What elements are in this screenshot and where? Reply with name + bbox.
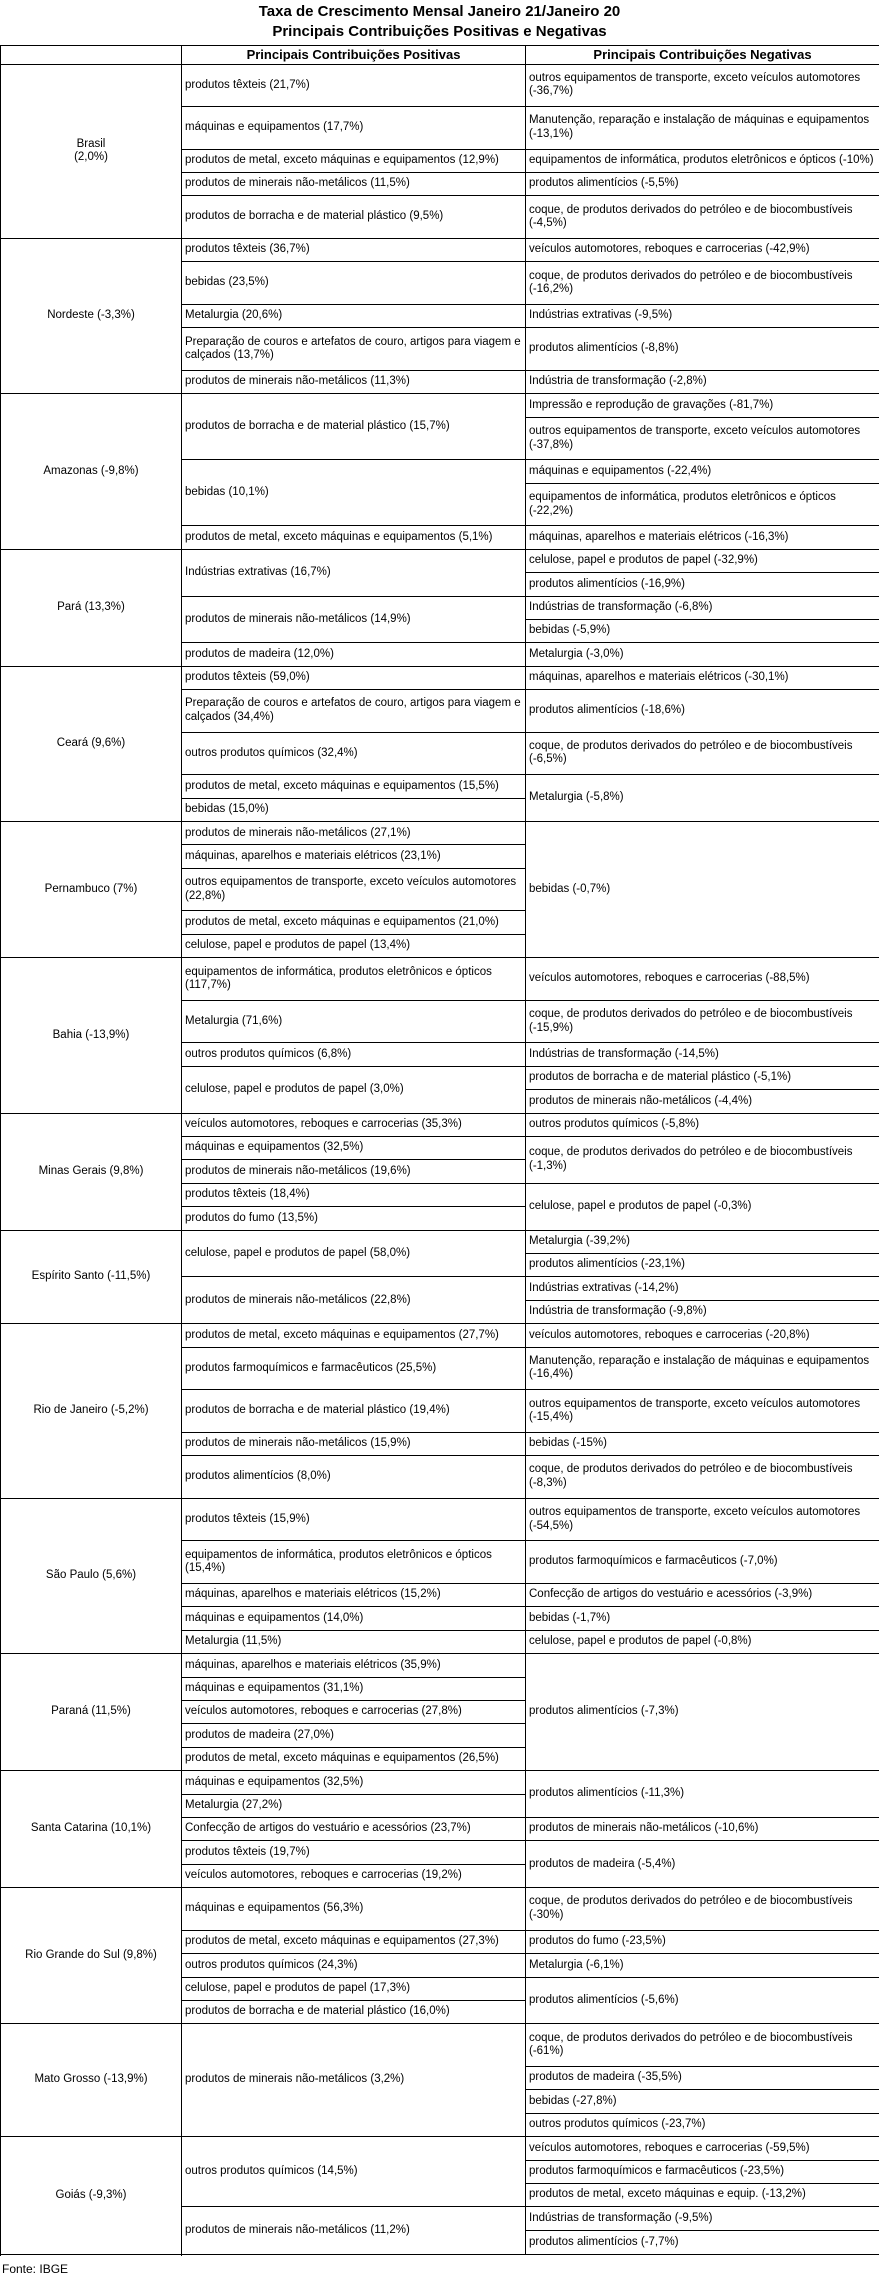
positive-contribution-cell: máquinas e equipamentos (32,5%) (182, 1771, 526, 1794)
state-cell: Espírito Santo (-11,5%) (1, 1230, 182, 1324)
positive-contribution-cell: veículos automotores, reboques e carrocerias (35,3%) (182, 1113, 526, 1136)
table-row (1, 239, 879, 262)
positive-contribution-cell: produtos de metal, exceto máquinas e equipamentos (27,3%) (182, 1930, 526, 1953)
state-cell: Bahia (-13,9%) (1, 958, 182, 1113)
negative-contribution-cell: outros equipamentos de transporte, exceto veículos automotores (-15,4%) (526, 1390, 879, 1433)
negative-contribution-cell: produtos de minerais não-metálicos (-4,4%) (526, 1090, 879, 1113)
table-row (1, 666, 879, 689)
negative-contribution-cell: produtos de madeira (-5,4%) (526, 1841, 879, 1888)
state-cell: Ceará (9,6%) (1, 666, 182, 821)
negative-contribution-cell: produtos de borracha e de material plástico (-5,1%) (526, 1066, 879, 1089)
negative-contribution-cell: coque, de produtos derivados do petróleo e de biocombustíveis (-8,3%) (526, 1456, 879, 1499)
positive-contribution-cell: produtos de minerais não-metálicos (11,5%) (182, 173, 526, 196)
positive-contribution-cell: outros produtos químicos (6,8%) (182, 1043, 526, 1066)
negative-contribution-cell: celulose, papel e produtos de papel (-0,3%) (526, 1183, 879, 1230)
negative-contribution-cell: Metalurgia (-39,2%) (526, 1230, 879, 1253)
state-cell: São Paulo (5,6%) (1, 1498, 182, 1653)
negative-contribution-cell: Indústrias de transformação (-14,5%) (526, 1043, 879, 1066)
positive-contribution-cell: produtos de metal, exceto máquinas e equipamentos (26,5%) (182, 1747, 526, 1770)
table-row (1, 1113, 879, 1136)
positive-contribution-cell: produtos têxteis (19,7%) (182, 1841, 526, 1864)
positive-contribution-cell: bebidas (23,5%) (182, 262, 526, 305)
negative-contribution-cell: Metalurgia (-5,8%) (526, 775, 879, 822)
table-row (1, 549, 879, 572)
positive-contribution-cell: máquinas e equipamentos (17,7%) (182, 107, 526, 150)
positive-contribution-cell: produtos têxteis (15,9%) (182, 1498, 526, 1541)
positive-contribution-cell: celulose, papel e produtos de papel (13,4%) (182, 934, 526, 957)
negative-contribution-cell: produtos alimentícios (-18,6%) (526, 690, 879, 733)
positive-contribution-cell: Indústrias extrativas (16,7%) (182, 549, 526, 596)
title-line-2: Principais Contribuições Positivas e Negativas (272, 23, 607, 40)
negative-contribution-cell: equipamentos de informática, produtos eletrônicos e ópticos (-10%) (526, 149, 879, 172)
negative-contribution-cell: produtos alimentícios (-16,9%) (526, 573, 879, 596)
state-cell: Pernambuco (7%) (1, 822, 182, 958)
negative-contribution-cell: produtos farmoquímicos e farmacêuticos (-7,0%) (526, 1541, 879, 1584)
state-cell: Mato Grosso (-13,9%) (1, 2024, 182, 2137)
source-note: Fonte: IBGE (2, 2262, 69, 2276)
negative-contribution-cell: produtos alimentícios (-23,1%) (526, 1254, 879, 1277)
state-cell: Nordeste (-3,3%) (1, 239, 182, 394)
negative-contribution-cell: bebidas (-0,7%) (526, 822, 879, 958)
positive-contribution-cell: produtos de metal, exceto máquinas e equipamentos (15,5%) (182, 775, 526, 798)
table-title (0, 0, 879, 42)
positive-contribution-cell: produtos farmoquímicos e farmacêuticos (25,5%) (182, 1347, 526, 1390)
positive-contribution-cell: Metalurgia (11,5%) (182, 1630, 526, 1653)
state-cell: Rio Grande do Sul (9,8%) (1, 1888, 182, 2024)
table-row (1, 1230, 879, 1253)
positive-contribution-cell: produtos do fumo (13,5%) (182, 1207, 526, 1230)
state-cell: Rio de Janeiro (-5,2%) (1, 1324, 182, 1499)
positive-contribution-cell: produtos de minerais não-metálicos (11,3%) (182, 370, 526, 393)
negative-contribution-cell: coque, de produtos derivados do petróleo e de biocombustíveis (-30%) (526, 1888, 879, 1931)
header-positive: Principais Contribuições Positivas (182, 46, 526, 65)
negative-contribution-cell: equipamentos de informática, produtos eletrônicos e ópticos (-22,2%) (526, 483, 879, 526)
positive-contribution-cell: produtos têxteis (18,4%) (182, 1183, 526, 1206)
negative-contribution-cell: produtos alimentícios (-5,5%) (526, 173, 879, 196)
negative-contribution-cell: bebidas (-5,9%) (526, 619, 879, 642)
negative-contribution-cell: produtos alimentícios (-8,8%) (526, 328, 879, 371)
negative-contribution-cell: Indústrias de transformação (-9,5%) (526, 2207, 879, 2230)
negative-contribution-cell: veículos automotores, reboques e carrocerias (-20,8%) (526, 1324, 879, 1347)
title-line-1: Taxa de Crescimento Mensal Janeiro 21/Janeiro 20 (258, 3, 621, 20)
negative-contribution-cell: Indústria de transformação (-2,8%) (526, 370, 879, 393)
positive-contribution-cell: veículos automotores, reboques e carrocerias (27,8%) (182, 1700, 526, 1723)
positive-contribution-cell: Metalurgia (20,6%) (182, 304, 526, 327)
positive-contribution-cell: produtos de minerais não-metálicos (15,9%) (182, 1432, 526, 1455)
table-row (1, 394, 879, 417)
positive-contribution-cell: máquinas, aparelhos e materiais elétricos (35,9%) (182, 1654, 526, 1677)
negative-contribution-cell: outros produtos químicos (-5,8%) (526, 1113, 879, 1136)
negative-contribution-cell: produtos alimentícios (-7,7%) (526, 2230, 879, 2254)
table-row (1, 1771, 879, 1794)
negative-contribution-cell: Indústria de transformação (-9,8%) (526, 1300, 879, 1323)
positive-contribution-cell: veículos automotores, reboques e carrocerias (19,2%) (182, 1864, 526, 1887)
negative-contribution-cell: Manutenção, reparação e instalação de máquinas e equipamentos (-16,4%) (526, 1347, 879, 1390)
positive-contribution-cell: produtos de borracha e de material plástico (15,7%) (182, 394, 526, 460)
positive-contribution-cell: outros produtos químicos (24,3%) (182, 1954, 526, 1977)
table-row (1, 2137, 879, 2160)
negative-contribution-cell: bebidas (-27,8%) (526, 2090, 879, 2113)
negative-contribution-cell: Indústrias de transformação (-6,8%) (526, 596, 879, 619)
negative-contribution-cell: produtos de madeira (-35,5%) (526, 2066, 879, 2089)
positive-contribution-cell: produtos de minerais não-metálicos (27,1%) (182, 822, 526, 845)
positive-contribution-cell: produtos de metal, exceto máquinas e equipamentos (21,0%) (182, 911, 526, 934)
state-cell: Pará (13,3%) (1, 549, 182, 666)
positive-contribution-cell: produtos de madeira (27,0%) (182, 1724, 526, 1747)
state-cell: Minas Gerais (9,8%) (1, 1113, 182, 1230)
positive-contribution-cell: produtos de borracha e de material plástico (9,5%) (182, 196, 526, 239)
negative-contribution-cell: produtos alimentícios (-7,3%) (526, 1654, 879, 1771)
table-body (1, 64, 879, 2255)
positive-contribution-cell: produtos de minerais não-metálicos (14,9%) (182, 596, 526, 643)
negative-contribution-cell: produtos de metal, exceto máquinas e equip. (-13,2%) (526, 2183, 879, 2206)
negative-contribution-cell: produtos alimentícios (-11,3%) (526, 1771, 879, 1818)
header-state (1, 46, 182, 65)
contributions-table (0, 45, 879, 2255)
negative-contribution-cell: coque, de produtos derivados do petróleo e de biocombustíveis (-61%) (526, 2024, 879, 2067)
negative-contribution-cell: máquinas, aparelhos e materiais elétricos (-16,3%) (526, 526, 879, 549)
negative-contribution-cell: bebidas (-15%) (526, 1432, 879, 1455)
positive-contribution-cell: produtos têxteis (59,0%) (182, 666, 526, 689)
positive-contribution-cell: máquinas e equipamentos (31,1%) (182, 1677, 526, 1700)
positive-contribution-cell: produtos de minerais não-metálicos (11,2%) (182, 2207, 526, 2255)
positive-contribution-cell: Confecção de artigos do vestuário e acessórios (23,7%) (182, 1817, 526, 1840)
negative-contribution-cell: veículos automotores, reboques e carrocerias (-59,5%) (526, 2137, 879, 2160)
positive-contribution-cell: produtos de borracha e de material plástico (19,4%) (182, 1390, 526, 1433)
negative-contribution-cell: coque, de produtos derivados do petróleo e de biocombustíveis (-1,3%) (526, 1137, 879, 1184)
negative-contribution-cell: celulose, papel e produtos de papel (-32,9%) (526, 549, 879, 572)
negative-contribution-cell: máquinas, aparelhos e materiais elétricos (-30,1%) (526, 666, 879, 689)
positive-contribution-cell: celulose, papel e produtos de papel (17,3%) (182, 1977, 526, 2000)
positive-contribution-cell: produtos alimentícios (8,0%) (182, 1456, 526, 1499)
positive-contribution-cell: produtos de borracha e de material plástico (16,0%) (182, 2000, 526, 2023)
header-negative: Principais Contribuições Negativas (526, 46, 879, 65)
positive-contribution-cell: bebidas (15,0%) (182, 798, 526, 821)
state-cell: Amazonas (-9,8%) (1, 394, 182, 549)
state-cell: Santa Catarina (10,1%) (1, 1771, 182, 1888)
negative-contribution-cell: outros equipamentos de transporte, exceto veículos automotores (-37,8%) (526, 417, 879, 460)
positive-contribution-cell: Preparação de couros e artefatos de couro, artigos para viagem e calçados (13,7%) (182, 328, 526, 371)
positive-contribution-cell: máquinas e equipamentos (56,3%) (182, 1888, 526, 1931)
positive-contribution-cell: outros equipamentos de transporte, exceto veículos automotores (22,8%) (182, 868, 526, 911)
negative-contribution-cell: Indústrias extrativas (-14,2%) (526, 1277, 879, 1300)
negative-contribution-cell: outros produtos químicos (-23,7%) (526, 2113, 879, 2136)
positive-contribution-cell: bebidas (10,1%) (182, 460, 526, 526)
state-cell: Paraná (11,5%) (1, 1654, 182, 1771)
negative-contribution-cell: coque, de produtos derivados do petróleo e de biocombustíveis (-16,2%) (526, 262, 879, 305)
positive-contribution-cell: Preparação de couros e artefatos de couro, artigos para viagem e calçados (34,4%) (182, 690, 526, 733)
negative-contribution-cell: Manutenção, reparação e instalação de máquinas e equipamentos (-13,1%) (526, 107, 879, 150)
positive-contribution-cell: produtos têxteis (21,7%) (182, 64, 526, 107)
negative-contribution-cell: Metalurgia (-6,1%) (526, 1954, 879, 1977)
positive-contribution-cell: produtos de madeira (12,0%) (182, 643, 526, 666)
negative-contribution-cell: celulose, papel e produtos de papel (-0,8%) (526, 1630, 879, 1653)
negative-contribution-cell: Indústrias extrativas (-9,5%) (526, 304, 879, 327)
positive-contribution-cell: Metalurgia (71,6%) (182, 1000, 526, 1043)
negative-contribution-cell: produtos farmoquímicos e farmacêuticos (-23,5%) (526, 2160, 879, 2183)
negative-contribution-cell: Confecção de artigos do vestuário e acessórios (-3,9%) (526, 1583, 879, 1606)
positive-contribution-cell: produtos têxteis (36,7%) (182, 239, 526, 262)
positive-contribution-cell: outros produtos químicos (14,5%) (182, 2137, 526, 2207)
negative-contribution-cell: coque, de produtos derivados do petróleo e de biocombustíveis (-4,5%) (526, 196, 879, 239)
positive-contribution-cell: produtos de minerais não-metálicos (22,8%) (182, 1277, 526, 1324)
positive-contribution-cell: equipamentos de informática, produtos eletrônicos e ópticos (15,4%) (182, 1541, 526, 1584)
negative-contribution-cell: veículos automotores, reboques e carrocerias (-88,5%) (526, 958, 879, 1001)
negative-contribution-cell: bebidas (-1,7%) (526, 1607, 879, 1630)
positive-contribution-cell: produtos de minerais não-metálicos (3,2%) (182, 2024, 526, 2137)
positive-contribution-cell: máquinas e equipamentos (32,5%) (182, 1137, 526, 1160)
table-row (1, 1654, 879, 1677)
positive-contribution-cell: celulose, papel e produtos de papel (58,0%) (182, 1230, 526, 1277)
negative-contribution-cell: Impressão e reprodução de gravações (-81,7%) (526, 394, 879, 417)
negative-contribution-cell: outros equipamentos de transporte, exceto veículos automotores (-36,7%) (526, 64, 879, 107)
positive-contribution-cell: máquinas, aparelhos e materiais elétricos (23,1%) (182, 845, 526, 868)
positive-contribution-cell: equipamentos de informática, produtos eletrônicos e ópticos (117,7%) (182, 958, 526, 1001)
state-cell: Goiás (-9,3%) (1, 2137, 182, 2255)
positive-contribution-cell: produtos de metal, exceto máquinas e equipamentos (5,1%) (182, 526, 526, 549)
positive-contribution-cell: outros produtos químicos (32,4%) (182, 732, 526, 775)
positive-contribution-cell: máquinas, aparelhos e materiais elétricos (15,2%) (182, 1583, 526, 1606)
negative-contribution-cell: produtos de minerais não-metálicos (-10,6%) (526, 1817, 879, 1840)
negative-contribution-cell: Metalurgia (-3,0%) (526, 643, 879, 666)
positive-contribution-cell: produtos de minerais não-metálicos (19,6%) (182, 1160, 526, 1183)
negative-contribution-cell: coque, de produtos derivados do petróleo e de biocombustíveis (-15,9%) (526, 1000, 879, 1043)
positive-contribution-cell: produtos de metal, exceto máquinas e equipamentos (27,7%) (182, 1324, 526, 1347)
negative-contribution-cell: produtos alimentícios (-5,6%) (526, 1977, 879, 2024)
positive-contribution-cell: Metalurgia (27,2%) (182, 1794, 526, 1817)
negative-contribution-cell: coque, de produtos derivados do petróleo e de biocombustíveis (-6,5%) (526, 732, 879, 775)
header-row (1, 46, 879, 65)
negative-contribution-cell: veículos automotores, reboques e carrocerias (-42,9%) (526, 239, 879, 262)
negative-contribution-cell: outros equipamentos de transporte, exceto veículos automotores (-54,5%) (526, 1498, 879, 1541)
positive-contribution-cell: máquinas e equipamentos (14,0%) (182, 1607, 526, 1630)
positive-contribution-cell: celulose, papel e produtos de papel (3,0%) (182, 1066, 526, 1113)
negative-contribution-cell: máquinas e equipamentos (-22,4%) (526, 460, 879, 483)
negative-contribution-cell: produtos do fumo (-23,5%) (526, 1930, 879, 1953)
positive-contribution-cell: produtos de metal, exceto máquinas e equipamentos (12,9%) (182, 149, 526, 172)
state-cell: Brasil (2,0%) (1, 64, 182, 239)
